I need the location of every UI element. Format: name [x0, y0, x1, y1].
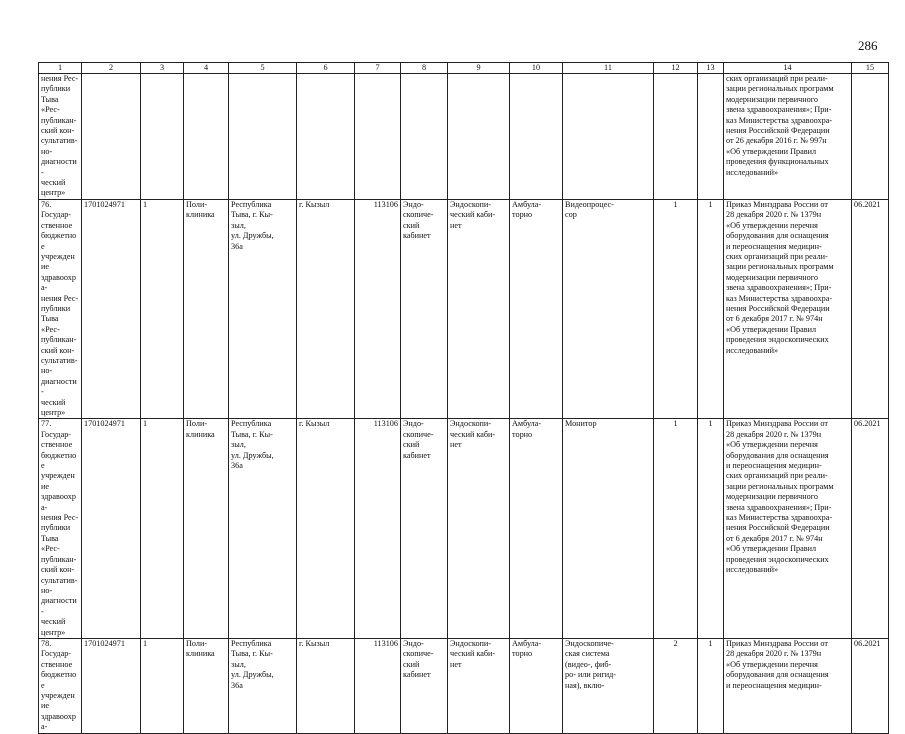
- table-row: [39, 419, 889, 639]
- code-cell: [355, 74, 401, 200]
- regulation-cell: Приказ Минздрава России от 28 декабря 2020 г. № 1379н «Об утверждении перечня оборудования для оснащения и переоснащения медицин-: [724, 638, 852, 733]
- column-header: 13: [698, 63, 724, 74]
- quantity2-cell: 1: [698, 199, 724, 419]
- count-cell: 1: [141, 638, 184, 733]
- column-header: 2: [82, 63, 141, 74]
- address-cell: Республика Тыва, г. Кы- зыл, ул. Дружбы, 36а: [229, 199, 297, 419]
- care-form-cell: Амбула- торно: [510, 419, 563, 639]
- organization-cell: 78. Государ- ственное бюджетное учреждение здравоохра-: [39, 638, 82, 733]
- quantity-cell: 1: [654, 199, 698, 419]
- room-cell: Эндоскопи- ческий каби- нет: [448, 419, 510, 639]
- date-cell: 06.2021: [852, 419, 889, 639]
- quantity-cell: [654, 74, 698, 200]
- department-cell: Эндо- скопиче- ский кабинет: [401, 419, 448, 639]
- address-cell: [229, 74, 297, 200]
- department-cell: Эндо- скопиче- ский кабинет: [401, 638, 448, 733]
- department-cell: [401, 74, 448, 200]
- quantity2-cell: [698, 74, 724, 200]
- regulation-cell: ских организаций при реали- зации региональных программ модернизации первичного звена здравоохранения»; При- каз Министерства здравоохра- нения Российской Федерации от 26 декабря 2016 г. № 997н «Об утверждении Правил проведения функциональных исследований»: [724, 74, 852, 200]
- inn-cell: 1701024971: [82, 199, 141, 419]
- inn-cell: 1701024971: [82, 638, 141, 733]
- inn-cell: 1701024971: [82, 419, 141, 639]
- care-form-cell: [510, 74, 563, 200]
- quantity-cell: 2: [654, 638, 698, 733]
- column-header: 12: [654, 63, 698, 74]
- column-header: 10: [510, 63, 563, 74]
- date-cell: 06.2021: [852, 199, 889, 419]
- column-header: 15: [852, 63, 889, 74]
- regulation-cell: Приказ Минздрава России от 28 декабря 2020 г. № 1379н «Об утверждении перечня оборудования для оснащения и переоснащения медицин- ских организаций при реали- зации региональных программ модернизации первичного звена здравоохранения»; При- каз Министерства здравоохра- нения Российской Федерации от 6 декабря 2017 г. № 974н «Об утверждении Правил проведения эндоскопических исследований»: [724, 199, 852, 419]
- count-cell: 1: [141, 419, 184, 639]
- date-cell: 06.2021: [852, 638, 889, 733]
- equipment-cell: Эндоскопиче- ская система (видео-, фиб- ро- или ригид- ная), вклю-: [563, 638, 654, 733]
- column-header: 4: [184, 63, 229, 74]
- column-header: 8: [401, 63, 448, 74]
- column-header: 3: [141, 63, 184, 74]
- unit-type-cell: Поли- клиника: [184, 199, 229, 419]
- organization-cell: нения Рес- публики Тыва «Рес- публикан- ский кон- сультатив- но- диагности- ческий центр»: [39, 74, 82, 200]
- count-cell: [141, 74, 184, 200]
- column-header: 1: [39, 63, 82, 74]
- table-row: [39, 638, 889, 733]
- unit-type-cell: [184, 74, 229, 200]
- address-cell: Республика Тыва, г. Кы- зыл, ул. Дружбы, 36а: [229, 638, 297, 733]
- code-cell: 113106: [355, 199, 401, 419]
- room-cell: Эндоскопи- ческий каби- нет: [448, 199, 510, 419]
- room-cell: Эндоскопи- ческий каби- нет: [448, 638, 510, 733]
- room-cell: [448, 74, 510, 200]
- equipment-cell: Монитор: [563, 419, 654, 639]
- column-header: 5: [229, 63, 297, 74]
- inn-cell: [82, 74, 141, 200]
- date-cell: [852, 74, 889, 200]
- unit-type-cell: Поли- клиника: [184, 419, 229, 639]
- care-form-cell: Амбула- торно: [510, 199, 563, 419]
- code-cell: 113106: [355, 638, 401, 733]
- equipment-table: [38, 62, 889, 734]
- column-header: 11: [563, 63, 654, 74]
- table-row: [39, 199, 889, 419]
- column-number-row: [39, 63, 889, 74]
- city-cell: г. Кызыл: [297, 638, 355, 733]
- code-cell: 113106: [355, 419, 401, 639]
- organization-cell: 76. Государ- ственное бюджетное учреждение здравоохра- нения Рес- публики Тыва «Рес- публикан- ский кон- сультатив- но- диагности- ческий центр»: [39, 199, 82, 419]
- column-header: 9: [448, 63, 510, 74]
- quantity2-cell: 1: [698, 638, 724, 733]
- quantity2-cell: 1: [698, 419, 724, 639]
- count-cell: 1: [141, 199, 184, 419]
- department-cell: Эндо- скопиче- ский кабинет: [401, 199, 448, 419]
- table-row: [39, 74, 889, 200]
- quantity-cell: 1: [654, 419, 698, 639]
- city-cell: г. Кызыл: [297, 199, 355, 419]
- organization-cell: 77. Государ- ственное бюджетное учреждение здравоохра- нения Рес- публики Тыва «Рес- публикан- ский кон- сультатив- но- диагности- ческий центр»: [39, 419, 82, 639]
- column-header: 6: [297, 63, 355, 74]
- city-cell: г. Кызыл: [297, 419, 355, 639]
- column-header: 7: [355, 63, 401, 74]
- page-number: 286: [858, 38, 878, 53]
- regulation-cell: Приказ Минздрава России от 28 декабря 2020 г. № 1379н «Об утверждении перечня оборудования для оснащения и переоснащения медицин- ских организаций при реали- зации региональных программ модернизации первичного звена здравоохранения»; При- каз Министерства здравоохра- нения Российской Федерации от 6 декабря 2017 г. № 974н «Об утверждении Правил проведения эндоскопических исследований»: [724, 419, 852, 639]
- equipment-cell: Видеопроцес- сор: [563, 199, 654, 419]
- care-form-cell: Амбула- торно: [510, 638, 563, 733]
- city-cell: [297, 74, 355, 200]
- equipment-cell: [563, 74, 654, 200]
- unit-type-cell: Поли- клиника: [184, 638, 229, 733]
- address-cell: Республика Тыва, г. Кы- зыл, ул. Дружбы, 36а: [229, 419, 297, 639]
- column-header: 14: [724, 63, 852, 74]
